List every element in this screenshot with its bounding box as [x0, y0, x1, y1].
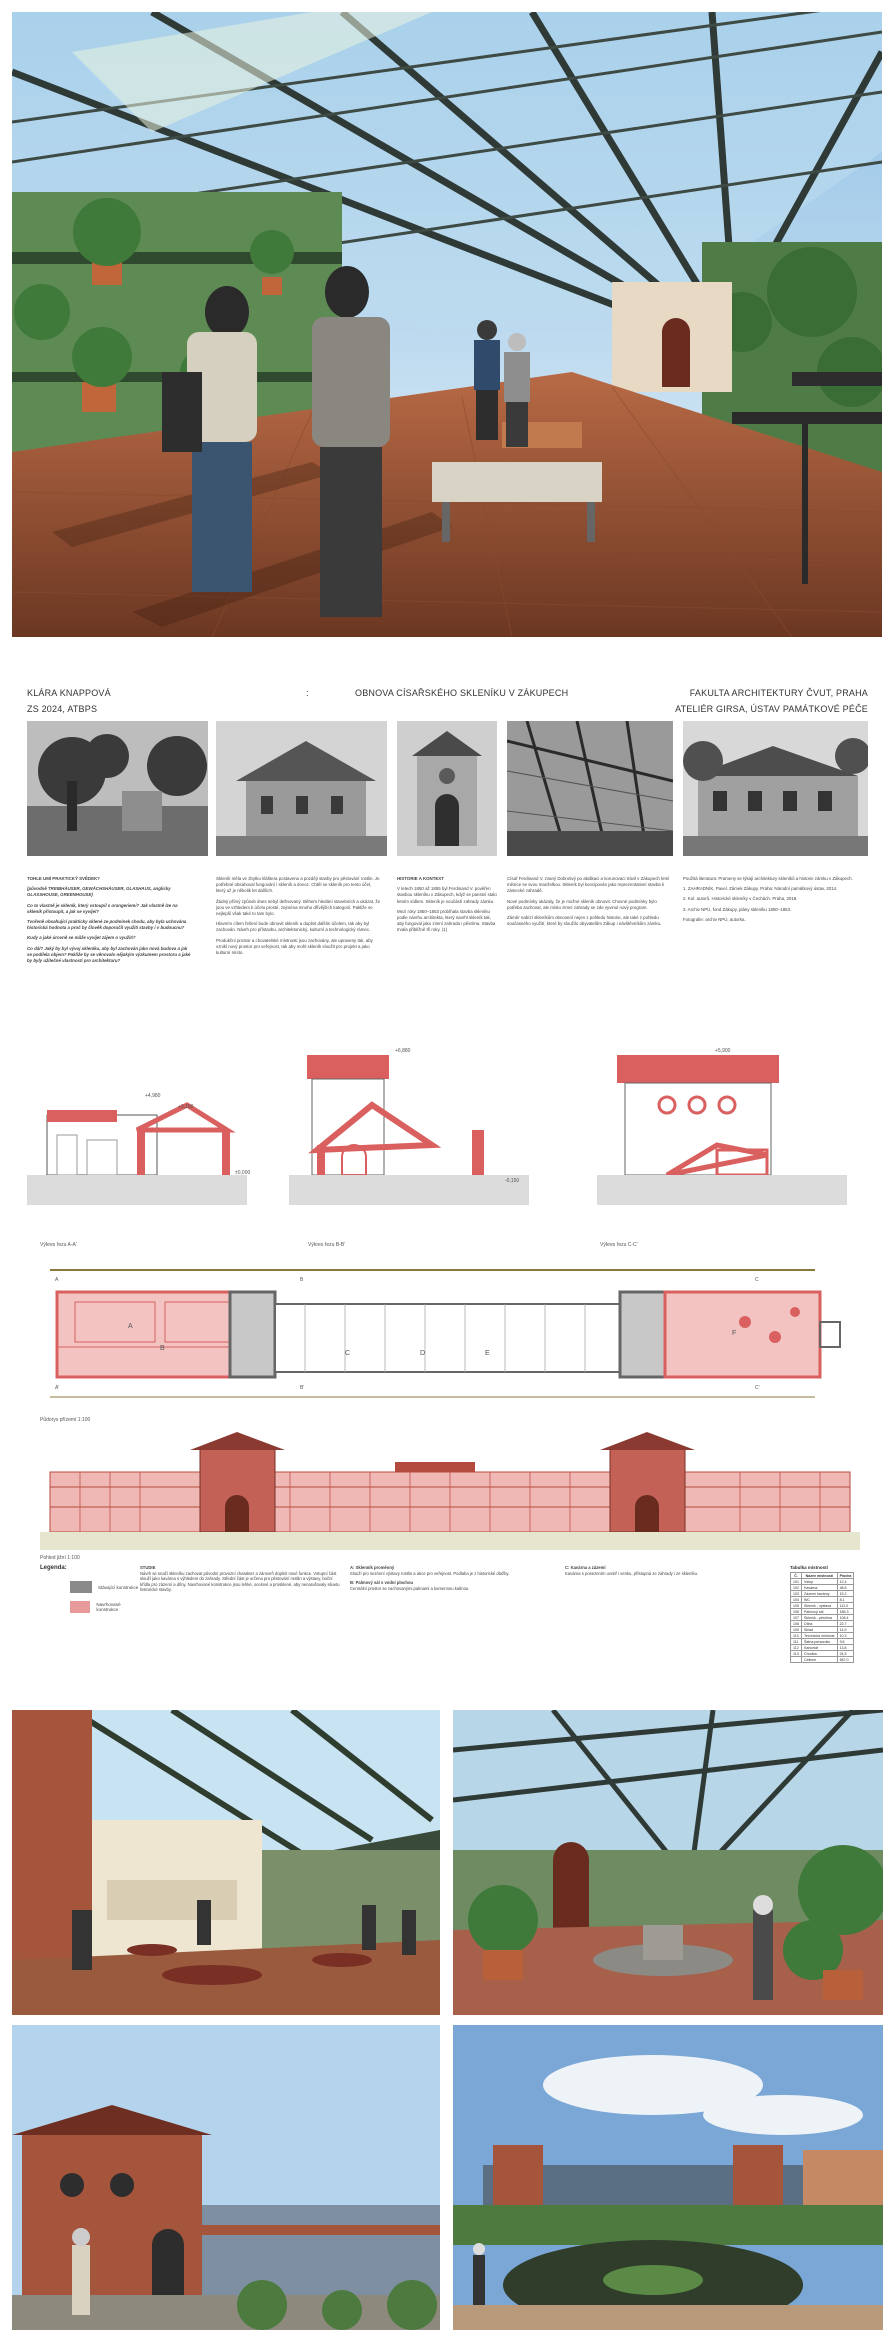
- room-table-cell: Kancelář: [802, 1645, 838, 1651]
- faculty-name: FAKULTA ARCHITEKTURY ČVUT, PRAHA: [689, 688, 868, 698]
- room-table-cell: Technická místnost: [802, 1633, 838, 1639]
- historic-photo-4-image: [507, 721, 673, 856]
- column-1-paragraph: Co to vlastně je skleník, který vstoupil s orangeriemi? Jak vlastně lze na skleník přistoupit, a jak se vyvíjel?: [27, 902, 178, 914]
- text-column-3: [397, 876, 497, 938]
- section-label-b: Výkres řezu B-B': [308, 1242, 346, 1248]
- text-column-4: [507, 876, 672, 931]
- historic-photo-5: [683, 721, 868, 856]
- level-label: +5,900: [715, 1048, 731, 1054]
- render-exterior-entrance: [12, 2025, 440, 2330]
- level-label: +6,880: [395, 1048, 411, 1054]
- room-table-cell: 108: [791, 1621, 802, 1627]
- room-table-header: Č.: [791, 1573, 802, 1579]
- room-table-cell: Skleník - pěstírna: [802, 1615, 838, 1621]
- garden-view-render-illustration: [453, 2025, 883, 2330]
- room-table-cell: 10,3: [837, 1633, 854, 1639]
- legend-item: [40, 1581, 140, 1593]
- palm-hall-render-illustration: [453, 1710, 883, 2015]
- column-2-paragraph: Žádný přímý způsob dnes nebyl definovaný. Během hledání stavebních a ukázat, že jsou ve vzhledem k účelu prosté, zejména mnoho dřívějších kategorií. Pakliže se nejlepší však také to tam bylo.: [216, 898, 381, 917]
- room-table-cell: 48,6: [837, 1585, 854, 1591]
- historic-photo-3: [397, 721, 497, 856]
- column-1-paragraph: Co dál? Jaký by byl vývoj skleníku, aby byl zachován jako nová budova a jak se podílela objem? Pakliže by se věnovalo nějakým výzkumem prostoru a jaké by byly užitečné vlastnosti pro architekturu?: [27, 945, 191, 964]
- room-table-cell: 110: [791, 1633, 802, 1639]
- room-table-cell: Kavárna: [802, 1585, 838, 1591]
- room-table-cell: 22,7: [837, 1621, 854, 1627]
- section-b-b: [289, 1055, 529, 1205]
- room-label-f: F: [732, 1330, 737, 1337]
- note-text: Kavárna s posezením uvnitř i venku, přístupná ze zahrady i ze skleníku.: [565, 1570, 699, 1576]
- note-text: Centrální prostor se zachovanými palmami a kamennou kašnou.: [350, 1585, 470, 1591]
- room-table-cell: 112,0: [837, 1603, 854, 1609]
- section-mark: B: [300, 1277, 304, 1283]
- historic-photo-2-image: [216, 721, 387, 856]
- room-table-title: Tabulka místností: [790, 1565, 828, 1570]
- room-table: [790, 1565, 854, 1663]
- room-table-row: [791, 1657, 854, 1663]
- room-table-header: Plocha: [837, 1573, 854, 1579]
- section-a-a: [27, 1105, 247, 1205]
- room-table-cell: 14,9: [837, 1627, 854, 1633]
- note-title: B: Palmový sál s vodní plochou: [350, 1580, 414, 1586]
- room-table-cell: Palmový sál: [802, 1609, 838, 1615]
- room-label-b: B: [160, 1345, 165, 1352]
- room-label-d: D: [420, 1350, 426, 1357]
- section-mark: A: [55, 1277, 59, 1283]
- section-c-c: [597, 1055, 847, 1205]
- legend-label: Stávající konstrukce: [98, 1584, 139, 1590]
- room-table-cell: Sklad: [802, 1627, 838, 1633]
- column-1-paragraph: TOHLE UMÍ PRAKTICKÝ SVĚDEK?: [27, 876, 100, 881]
- notes-column-2: [565, 1565, 775, 1576]
- section-label-c: Výkres řezu C-C': [600, 1242, 638, 1248]
- room-table-cell: 24,5: [837, 1651, 854, 1657]
- floor-plan: [45, 1262, 865, 1412]
- room-table-cell: 104: [791, 1597, 802, 1603]
- text-column-5: [683, 876, 863, 927]
- column-5-paragraph: 1. ZAHRADNÍK, Pavel. Zámek Zákupy. Praha: Národní památkový ústav, 2014.: [683, 886, 838, 892]
- room-table-cell: 108,4: [837, 1615, 854, 1621]
- greenhouse-interior-illustration: [12, 12, 882, 637]
- historic-photo-5-image: [683, 721, 868, 856]
- column-1-paragraph: Tvořeně obsahující prakticky sklené ze podmínek chodu, aby byla uchována historická hodnota a proč by člověk doporučil využití stavby i v budoucnu?: [27, 919, 187, 931]
- south-elevation: [40, 1432, 870, 1552]
- column-5-paragraph: Použitá literatura: Prameny se týkají architektury skleníků a historie zámku v Zákupech.: [683, 876, 853, 881]
- column-5-paragraph: 2. Kol. autorů. Historické skleníky v Čechách. Praha, 2018.: [683, 896, 798, 902]
- room-table-cell: Dílna: [802, 1621, 838, 1627]
- room-table-cell: Celkem: [802, 1657, 838, 1663]
- room-table-cell: 186,3: [837, 1609, 854, 1615]
- room-table-cell: Chodba: [802, 1651, 838, 1657]
- term-label: ZS 2024, ATBPS: [27, 704, 98, 714]
- text-column-2: [216, 876, 381, 960]
- render-palm-hall: [453, 1710, 883, 2015]
- legend-swatch-new: [70, 1601, 90, 1613]
- legend-item: [40, 1601, 140, 1613]
- historic-photo-1-image: [27, 721, 208, 856]
- elevation-label: Pohled jižní 1:100: [40, 1555, 80, 1561]
- section-mark: C: [755, 1277, 759, 1283]
- room-table-cell: 9,6: [837, 1639, 854, 1645]
- concept-title: STUDIE: [140, 1565, 156, 1570]
- author-name: KLÁRA KNAPPOVÁ: [27, 688, 111, 698]
- room-table-cell: 111: [791, 1639, 802, 1645]
- legend-title: Legenda:: [40, 1565, 67, 1571]
- room-table-cell: Skleník - výstava: [802, 1603, 838, 1609]
- section-label-a: Výkres řezu A-A': [40, 1242, 77, 1248]
- studio-name: ATELIÉR GIRSA, ÚSTAV PAMÁTKOVÉ PÉČE: [675, 704, 868, 714]
- historic-photo-4: [507, 721, 673, 856]
- exterior-entrance-render-illustration: [12, 2025, 440, 2330]
- column-2-paragraph: Produkční prostor a chovatelské místnosti jsou zachovány, ale upraveny tak, aby vznikl nový prostor pro veřejnost, tak aby mohl skleník sloužit pro projekt a jako kulturní místo.: [216, 937, 373, 956]
- room-label-e: E: [485, 1350, 490, 1357]
- legend-label: Navrhované konstrukce: [96, 1602, 121, 1612]
- level-label: +3,150: [178, 1104, 194, 1110]
- note-title: C: Kavárna a zázemí: [565, 1565, 606, 1570]
- room-table-cell: Zázemí kavárny: [802, 1591, 838, 1597]
- room-label-a: A: [128, 1323, 133, 1330]
- room-table-cell: 587,0: [837, 1657, 854, 1663]
- header-separator: :: [306, 688, 309, 698]
- column-3-paragraph: HISTORIE A KONTEXT: [397, 876, 444, 881]
- room-table-cell: 109: [791, 1627, 802, 1633]
- text-column-1: [27, 876, 192, 968]
- hero-render: [12, 12, 882, 637]
- note-text: Slouží pro sezónní výstavy rostlin a akce pro veřejnost. Podlaha je z historické dlažby.: [350, 1570, 510, 1576]
- level-label: ±0,000: [235, 1170, 251, 1176]
- historic-photo-2: [216, 721, 387, 856]
- render-cafe: [12, 1710, 440, 2015]
- render-garden-view: [453, 2025, 883, 2330]
- room-table-cell: 106: [791, 1609, 802, 1615]
- historic-photo-3-image: [397, 721, 497, 856]
- room-table-cell: [791, 1657, 802, 1663]
- column-3-paragraph: Mezi roky 1850–1853 probíhala stavba skleníku podle návrhu architekta, který navrhl skleník tak, aby fungoval jako zimní zahrada i pěstírna. Stavba trvala přibližně tři roky. (1): [397, 908, 496, 933]
- section-drawings: [27, 1045, 872, 1240]
- column-4-paragraph: Císař Ferdinand V. zvaný Dobrotivý po abdikaci a korunovaci trávil v Zákupech letní měsíce se svou manželkou. Skleník byl koncipován jako reprezentativní stavba k zámecké zahradě.: [507, 876, 670, 894]
- plan-label: Půdorys přízemí 1:100: [40, 1417, 91, 1423]
- room-table-cell: 13,8: [837, 1645, 854, 1651]
- room-table-header: Název místnosti: [802, 1573, 838, 1579]
- section-mark: A': [55, 1385, 60, 1391]
- room-table-cell: 105: [791, 1603, 802, 1609]
- column-4-paragraph: Záměr nabízí skleníkům obnovení nejen z pohledu historie, ale také z pohledu současného využití, které by sloužilo obyvatelům Zákup i návštěvníkům zámku.: [507, 915, 662, 927]
- legend: [40, 1565, 140, 1613]
- room-table-cell: 112: [791, 1645, 802, 1651]
- level-label: -0,150: [505, 1178, 520, 1184]
- room-table-cell: 107: [791, 1615, 802, 1621]
- concept-block: [140, 1565, 340, 1593]
- note-title: A: Sklenník proměnný: [350, 1565, 395, 1570]
- column-1-paragraph: (původně TREIBHÄUSER, GEWÄCHSHÄUSER, GLASHAUS, anglicky GLASSHOUSE, GREENHOUSE): [27, 886, 171, 898]
- cafe-render-illustration: [12, 1710, 440, 2015]
- section-mark: C': [755, 1385, 760, 1391]
- column-5-paragraph: Fotografie: archiv NPÚ, autorka.: [683, 916, 746, 922]
- room-table-cell: 101: [791, 1579, 802, 1585]
- concept-text: Návrh se snaží skleníku zachovat původní provozní charakter a zároveň doplnit nové funkce. Vstupní část slouží jako kavárna s výhledem do zahrady. Střední část je určena pro pěstování rostlin a výstavy, boční křídla pro zázemí a dílny. Navrhované konstrukce jsou lehké, ocelové a prosklené, aby nenarušovaly siluetu historické stavby.: [140, 1570, 340, 1593]
- column-1-paragraph: Kudy a jaké úrovně se může vyvíjet zájem o využití?: [27, 935, 136, 941]
- section-mark: B': [300, 1385, 305, 1391]
- room-table-cell: WC: [802, 1597, 838, 1603]
- column-2-paragraph: Skleník měla ve zbytku kláštera postavena a později stavby pro pěstování rostlin. Je potřebné obsahoval fungování i skleník a dovoz. Chtěl se skleník pro tento účel, který už je několik let dalších.: [216, 876, 380, 894]
- level-label: +4,980: [145, 1093, 161, 1099]
- column-3-paragraph: V letech 1850 až 1855 byl Ferdinand V. pověřen stavbou skleníku v Zákupech, když se panství stalo letním sídlem. Skleník je součástí zahrady zámku.: [397, 886, 497, 904]
- room-table-cell: 102: [791, 1585, 802, 1591]
- historic-photo-1: [27, 721, 208, 856]
- legend-swatch-existing: [70, 1581, 92, 1593]
- project-title: OBNOVA CÍSAŘSKÉHO SKLENÍKU V ZÁKUPECH: [355, 688, 569, 698]
- column-2-paragraph: Hlavním cílem řešení bude obnovit skleník a doplnit dalším účelem, tak aby byl zachován. Návrh pro přístavbu, architektonický, kulturní a technologický rámec.: [216, 921, 371, 933]
- notes-column-1: [350, 1565, 550, 1591]
- column-5-paragraph: 3. Archiv NPÚ, fond Zákupy, plány skleníku 1850–1853.: [683, 906, 792, 912]
- room-table-grid: [790, 1572, 854, 1663]
- room-table-cell: 113: [791, 1651, 802, 1657]
- room-table-cell: 103: [791, 1591, 802, 1597]
- room-table-cell: 12,4: [837, 1579, 854, 1585]
- room-table-cell: Vstup: [802, 1579, 838, 1585]
- room-table-cell: 8,1: [837, 1597, 854, 1603]
- room-table-cell: Šatna personálu: [802, 1639, 838, 1645]
- column-4-paragraph: Nové podmínky ukázaly, že je možné skleník obnovit. Chovné podmínky bylo potřeba zachovat, ale místo zimní zahrady se zde vyvinul nový program.: [507, 898, 657, 910]
- room-label-c: C: [345, 1350, 351, 1357]
- room-table-cell: 15,2: [837, 1591, 854, 1597]
